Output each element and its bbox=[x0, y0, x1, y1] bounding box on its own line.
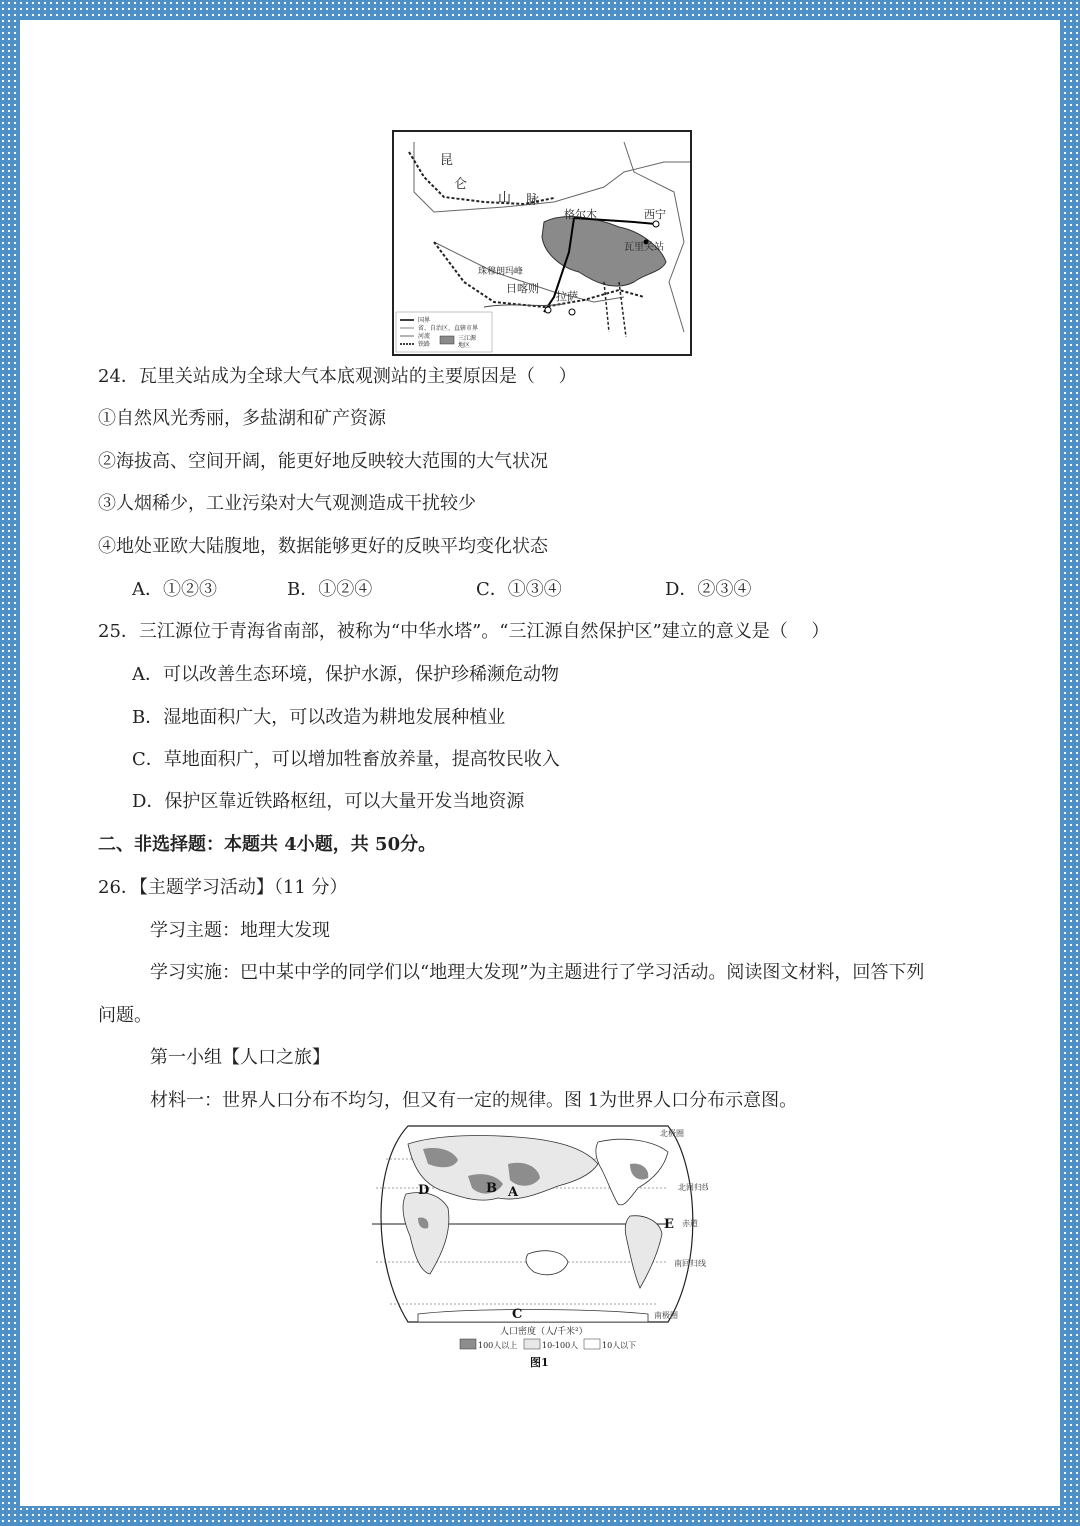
world-label-c: C bbox=[512, 1307, 523, 1322]
q26-material1: 材料一：世界人口分布不均匀，但又有一定的规律。图 1为世界人口分布示意图。 bbox=[150, 1090, 798, 1111]
map-legend bbox=[396, 312, 492, 352]
q26-implementation-line2: 问题。 bbox=[98, 1005, 152, 1026]
world-label-e: E bbox=[664, 1217, 674, 1232]
latitude-tropic-n: 北回归线 bbox=[678, 1183, 708, 1192]
latitude-equator: 赤道 bbox=[682, 1219, 698, 1228]
qinghai-tibet-map-svg bbox=[394, 132, 690, 354]
q25-choice-a[interactable]: A．可以改善生态环境，保护水源，保护珍稀濒危动物 bbox=[132, 664, 559, 685]
legend-mid: 10-100人 bbox=[542, 1341, 579, 1350]
map-label-kun: 昆 bbox=[440, 153, 454, 168]
q26-group1: 第一小组【人口之旅】 bbox=[150, 1047, 330, 1068]
map-label-lun: 仑 bbox=[454, 177, 468, 192]
world-population-map-svg bbox=[368, 1124, 708, 1374]
map-label-xining: 西宁 bbox=[644, 208, 666, 221]
map-label-lasa: 拉萨 bbox=[556, 290, 578, 303]
q24-choice-a[interactable]: A．①②③ bbox=[132, 579, 217, 600]
map-label-shan: 山 bbox=[498, 191, 512, 206]
legend-high: 100人以上 bbox=[478, 1341, 518, 1350]
q24-option-3: ③人烟稀少，工业污染对大气观测造成干扰较少 bbox=[98, 493, 476, 514]
population-legend-title: 人口密度（人/千米²） bbox=[500, 1327, 588, 1337]
q25-choice-c[interactable]: C．草地面积广，可以增加牲畜放养量，提高牧民收入 bbox=[132, 749, 560, 770]
legend-guojie: 国界 bbox=[418, 317, 431, 324]
q26-implementation-line1: 学习实施：巴中某中学的同学们以“地理大发现”为主题进行了学习活动。阅读图文材料，回答下列 bbox=[150, 962, 925, 983]
world-label-d: D bbox=[418, 1183, 430, 1198]
map-label-waliguan: 瓦里关站 bbox=[624, 242, 664, 253]
world-label-b: B bbox=[486, 1181, 497, 1196]
q25-choice-b[interactable]: B．湿地面积广大，可以改造为耕地发展种植业 bbox=[132, 707, 506, 728]
map-label-rikaze: 日喀则 bbox=[506, 282, 539, 295]
figure-caption: 图1 bbox=[530, 1356, 549, 1369]
q24-stem: 24．瓦里关站成为全球大气本底观测站的主要原因是（ ） bbox=[98, 366, 577, 387]
latitude-tropic-s: 南回归线 bbox=[674, 1259, 706, 1268]
q25-choice-d[interactable]: D．保护区靠近铁路枢纽，可以大量开发当地资源 bbox=[132, 791, 525, 812]
q26-theme: 学习主题：地理大发现 bbox=[150, 920, 330, 941]
q24-choice-b[interactable]: B．①②④ bbox=[287, 579, 373, 600]
q24-choice-c[interactable]: C．①③④ bbox=[476, 579, 562, 600]
world-label-a: A bbox=[508, 1185, 519, 1200]
q24-option-1: ①自然风光秀丽，多盐湖和矿产资源 bbox=[98, 408, 386, 429]
legend-heliu: 河流 bbox=[418, 333, 431, 340]
q24-option-4: ④地处亚欧大陆腹地，数据能够更好的反映平均变化状态 bbox=[98, 536, 548, 557]
page bbox=[20, 20, 1060, 1506]
q24-option-2: ②海拔高、空间开阔，能更好地反映较大范围的大气状况 bbox=[98, 451, 548, 472]
q25-stem: 25．三江源位于青海省南部，被称为“中华水塔”。“三江源自然保护区”建立的意义是（ ） bbox=[98, 621, 830, 642]
world-population-map bbox=[368, 1124, 708, 1374]
q24-choice-d[interactable]: D．②③④ bbox=[665, 579, 752, 600]
latitude-antarctic: 南极圈 bbox=[654, 1311, 678, 1320]
latitude-arctic: 北极圈 bbox=[660, 1129, 684, 1138]
legend-tielu: 铁路 bbox=[418, 341, 431, 348]
legend-shengjie: 省、自治区、直辖市界 bbox=[418, 325, 479, 332]
map-label-mai: 脉 bbox=[526, 193, 540, 208]
map-label-geermu: 格尔木 bbox=[564, 208, 597, 221]
legend-low: 10人以下 bbox=[602, 1341, 637, 1350]
qinghai-tibet-map bbox=[392, 130, 692, 356]
map-label-everest: 珠穆朗玛峰 bbox=[478, 267, 524, 277]
q26-head: 26．【主题学习活动】（11 分） bbox=[98, 877, 348, 898]
section-heading: 二、非选择题：本题共 4小题，共 50分。 bbox=[98, 834, 437, 855]
legend-diqu: 地区 bbox=[458, 342, 471, 349]
legend-sanjiangyuan: 三江源 bbox=[458, 335, 477, 342]
